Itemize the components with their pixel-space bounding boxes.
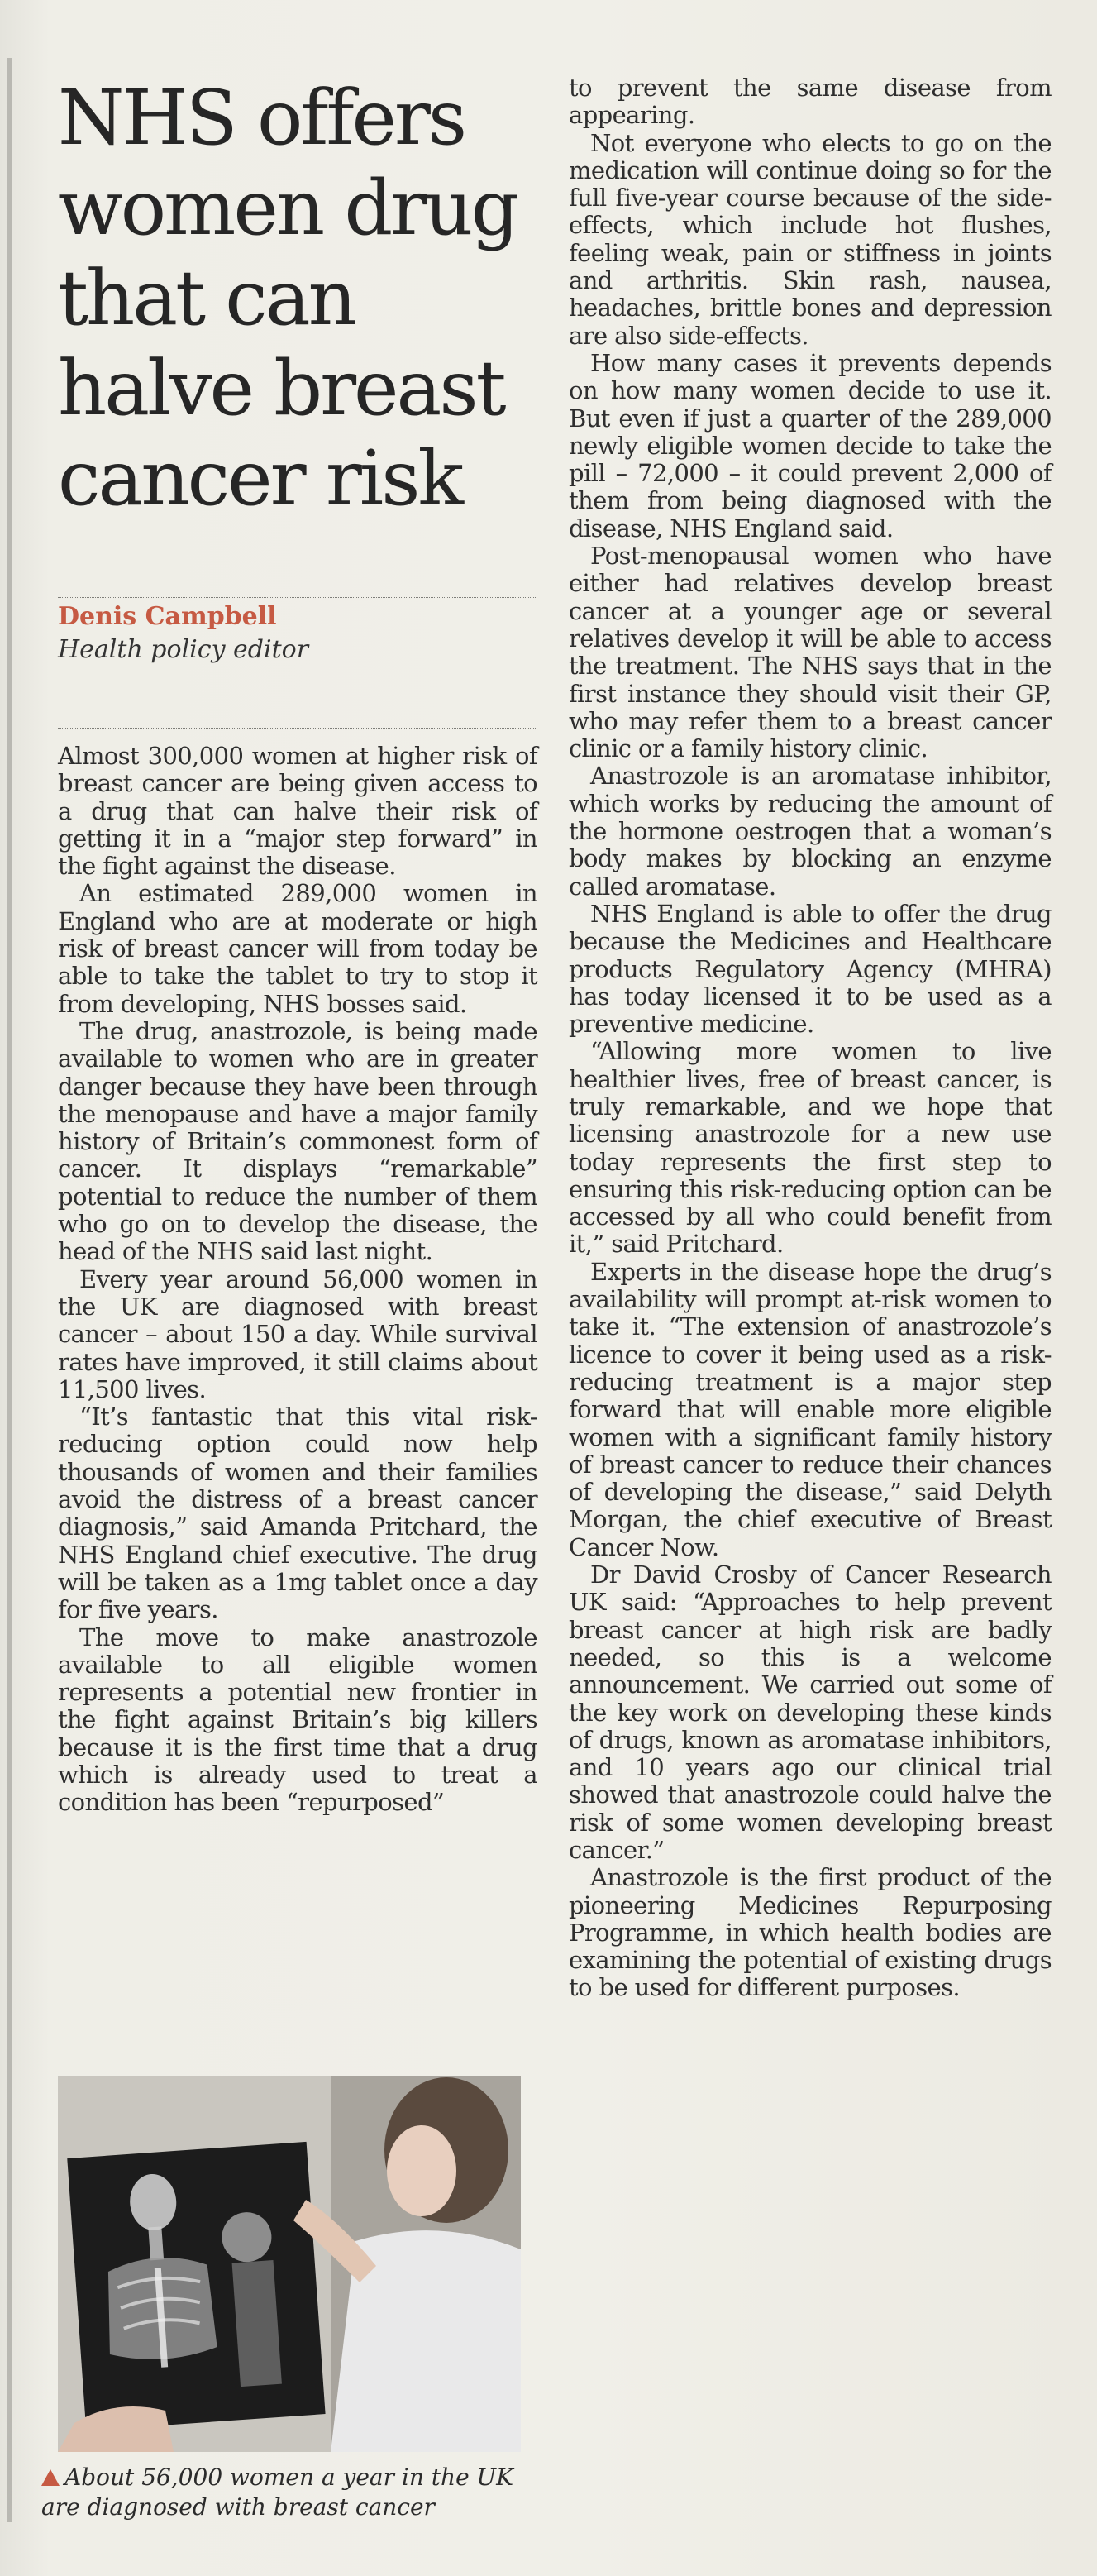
- byline-author: Denis Campbell: [58, 602, 277, 631]
- paragraph: An estimated 289,000 women in England who are at moderate or high risk of breast cancer will from today be able to take the tablet to try to stop it from developing, NHS bosses said.: [58, 879, 537, 1018]
- paragraph: Anastrozole is an aromatase inhibitor, which works by reducing the amount of the hormone oestrogen that a woman’s body makes by blocking an enzyme called aromatase.: [569, 762, 1052, 901]
- paragraph: How many cases it prevents depends on how many women decide to use it. But even if just a quarter of the 289,000 newly eligible women decide to take the pill – 72,000 – it could prevent 2,000 of them from being diagnosed with the disease, NHS England said.: [569, 348, 1052, 542]
- paragraph: Every year around 56,000 women in the UK are diagnosed with breast cancer – about 150 a day. While survival rates have improved, it still claims about 11,500 lives.: [58, 1264, 537, 1403]
- torn-top-edge: [248, 0, 992, 9]
- xray-film: [67, 2142, 325, 2430]
- xray-photo-illustration: [58, 2076, 521, 2452]
- byline-divider: [58, 597, 537, 598]
- paragraph: The move to make anastrozole available to all eligible women represents a potential new frontier in the fight against Britain’s big killers because it is the first time that a drug which is already used to treat a condition has been “repurposed”: [58, 1623, 537, 1817]
- headline: NHS offers women drug that can halve breast cancer risk: [58, 74, 517, 523]
- byline-role: Health policy editor: [58, 635, 309, 664]
- paragraph: Experts in the disease hope the drug’s availability will prompt at-risk women to take it. “The extension of anastrozole’s licence to cover it being used as a risk-reducing treatment is a major step forward that will enable more eligible women with a significant family history of breast cancer to reduce their chances of developing the disease,” said Delyth Morgan, the chief executive of Breast Cancer Now.: [569, 1257, 1052, 1561]
- paragraph: Dr David Crosby of Cancer Research UK said: “Approaches to help prevent breast cancer at high risk are badly needed, so this is a welcome announcement. We carried out some of the key work on developing these kinds of drugs, known as aromatase inhibitors, and 10 years ago our clinical trial showed that anastrozole could halve the risk of some women developing breast cancer.”: [569, 1560, 1052, 1864]
- paragraph: Almost 300,000 women at higher risk of breast cancer are being given access to a drug that can halve their risk of getting it in a “major step forward” in the fight against the disease.: [58, 742, 537, 881]
- photo-caption: [41, 2463, 537, 2522]
- paragraph: Post-menopausal women who have either had relatives develop breast cancer at a younger age or several relatives develop it will be able to access the treatment. The NHS says that in the first instance they should visit their GP, who may refer them to a breast cancer clinic or a family history clinic.: [569, 542, 1052, 763]
- caption-text: About 56,000 women a year in the UK are diagnosed with breast cancer: [41, 2464, 514, 2521]
- article-column-left: [58, 743, 537, 1817]
- paragraph: Anastrozole is the first product of the pioneering Medicines Repurposing Programme, in which health bodies are examining the potential of existing drugs to be used for different purposes.: [569, 1863, 1052, 2002]
- paragraph: “Allowing more women to live healthier lives, free of breast cancer, is truly remarkable, and we hope that licensing anastrozole for a new use today represents the first step to ensuring this risk-reducing option can be accessed by all who could benefit from it,” said Pritchard.: [569, 1037, 1052, 1259]
- article-column-right: [569, 74, 1052, 2002]
- paragraph: Not everyone who elects to go on the medication will continue doing so for the full five-year course because of the side-effects, which include hot flushes, feeling weak, pain or stiffness in joints and arthritis. Skin rash, nausea, headaches, brittle bones and depression are also side-effects.: [569, 128, 1052, 350]
- paragraph: to prevent the same disease from appearing.: [569, 74, 1052, 130]
- byline-divider-bottom: [58, 728, 537, 729]
- paragraph: NHS England is able to offer the drug because the Medicines and Healthcare products Regulatory Agency (MHRA) has today licensed it to be used as a preventive medicine.: [569, 899, 1052, 1039]
- paragraph: The drug, anastrozole, is being made available to women who are in greater danger because they have been through the menopause and have a major family history of Britain’s commonest form of cancer. It displays “remarkable” potential to reduce the number of them who go on to develop the disease, the head of the NHS said last night.: [58, 1016, 537, 1266]
- person-face: [387, 2125, 456, 2216]
- article-photo: [58, 2076, 521, 2452]
- paragraph: “It’s fantastic that this vital risk-reducing option could now help thousands of women and their families avoid the distress of a breast cancer diagnosis,” said Amanda Pritchard, the NHS England chief executive. The drug will be taken as a 1mg tablet once a day for five years.: [58, 1403, 537, 1624]
- column-rule: [7, 58, 12, 2522]
- caption-triangle-icon: [41, 2469, 60, 2486]
